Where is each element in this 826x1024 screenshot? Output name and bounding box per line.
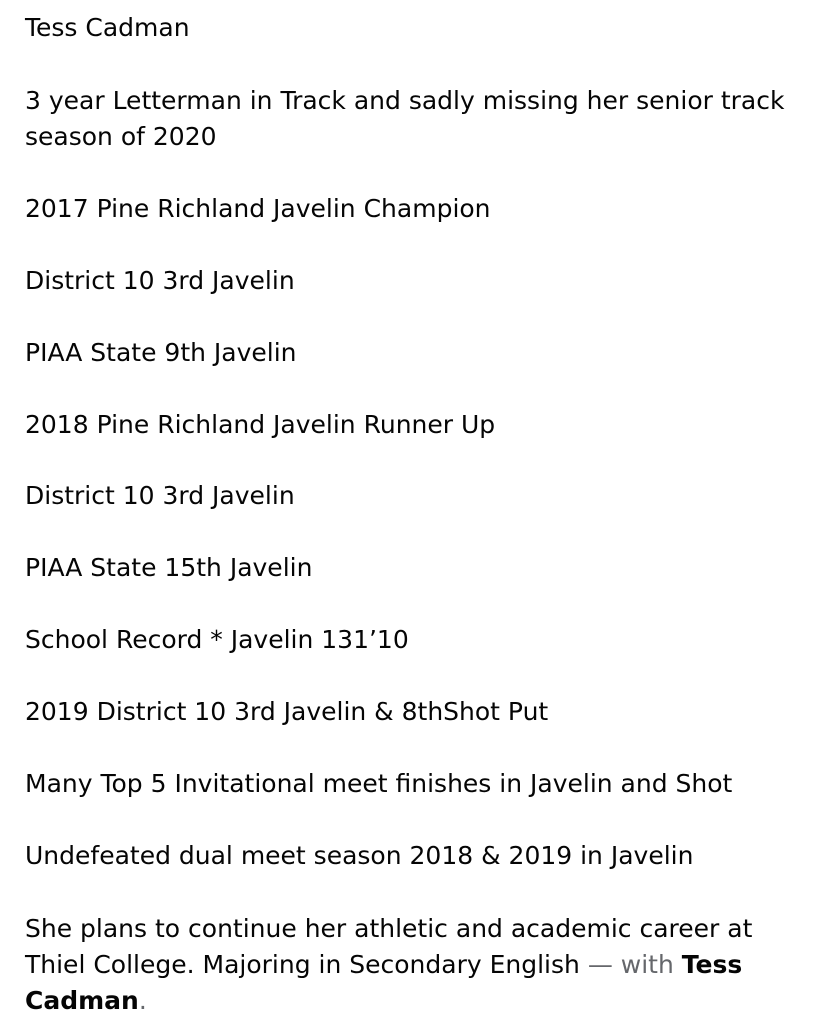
tagged-person-link[interactable]: Tess Cadman bbox=[25, 950, 743, 1015]
post-paragraph: District 10 3rd Javelin bbox=[25, 266, 295, 295]
post-paragraph: PIAA State 9th Javelin bbox=[25, 338, 297, 367]
post-paragraph: 2018 Pine Richland Javelin Runner Up bbox=[25, 410, 496, 439]
post-paragraph: Tess Cadman bbox=[25, 13, 190, 42]
post-paragraph: 2019 District 10 3rd Javelin & 8thShot Put bbox=[25, 697, 549, 726]
tag-suffix: . bbox=[138, 986, 147, 1015]
post-paragraph: 3 year Letterman in Track and sadly missing her senior track season of 2020 bbox=[25, 86, 785, 151]
post-closing-paragraph bbox=[25, 911, 815, 1019]
post-closing-text: She plans to continue her athletic and academic career at Thiel College. Majoring in Secondary English bbox=[25, 914, 753, 979]
with-tag-prefix: — with bbox=[579, 950, 682, 979]
post-paragraph: Undefeated dual meet season 2018 & 2019 in Javelin bbox=[25, 841, 694, 870]
post-paragraph: PIAA State 15th Javelin bbox=[25, 553, 313, 582]
post-paragraph: School Record * Javelin 131’10 bbox=[25, 625, 409, 654]
post-paragraph: 2017 Pine Richland Javelin Champion bbox=[25, 194, 491, 223]
post-paragraph: District 10 3rd Javelin bbox=[25, 481, 295, 510]
post-paragraph: Many Top 5 Invitational meet finishes in Javelin and Shot bbox=[25, 769, 733, 798]
